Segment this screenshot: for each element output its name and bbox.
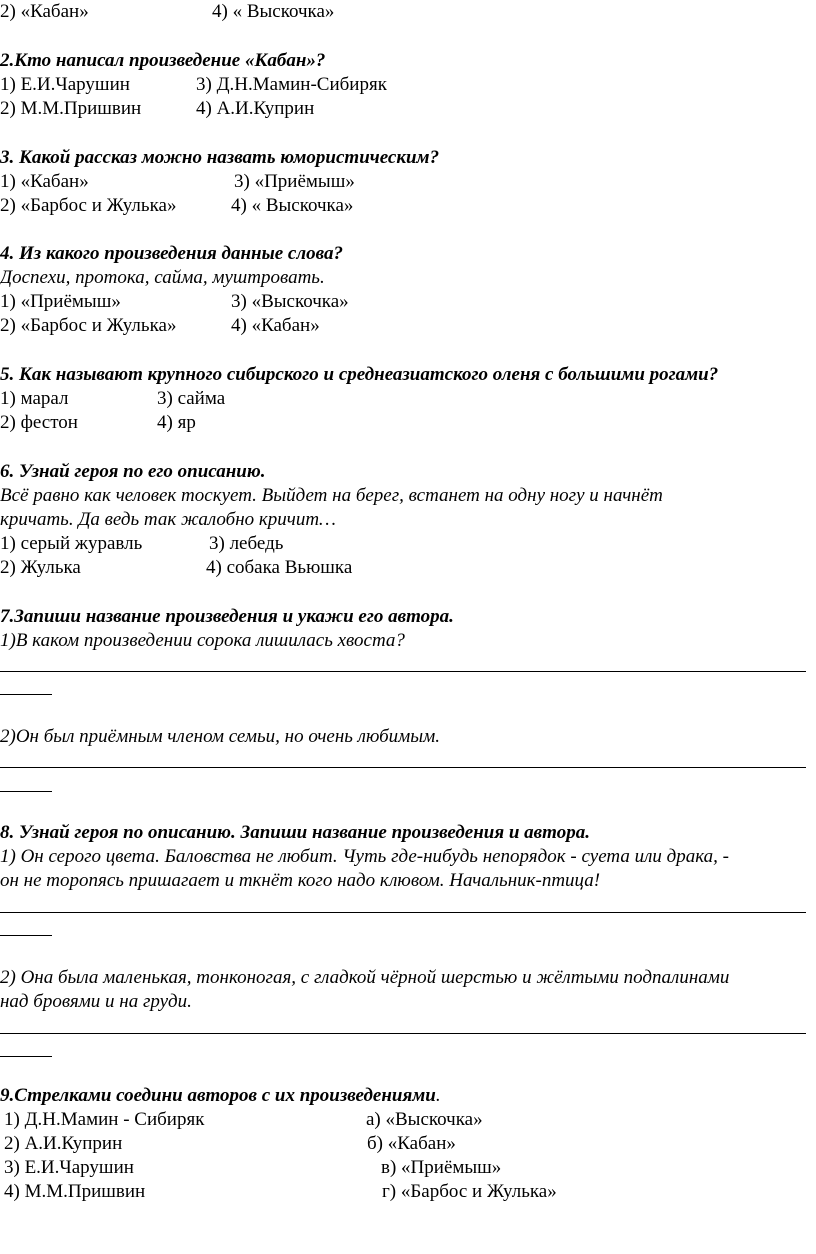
- q2-option-3: 3) Д.Н.Мамин-Сибиряк: [196, 74, 387, 95]
- q7-subquestion-1: 1)В каком произведении сорока лишилась хвоста?: [0, 630, 405, 651]
- q5-title: 5. Как называют крупного сибирского и среднеазиатского оленя с большими рогами?: [0, 364, 719, 385]
- q2-option-4: 4) А.И.Куприн: [196, 98, 315, 119]
- q6-option-1: 1) серый журавль: [0, 533, 143, 554]
- q7-answer-line-1[interactable]: [0, 671, 806, 672]
- q8-subquestion-1-line-2: он не торопясь пришагает и ткнёт кого надо клювом. Начальник-птица!: [0, 870, 601, 891]
- q4-option-1: 1) «Приёмыш»: [0, 291, 121, 312]
- q3-title: 3. Какой рассказ можно назвать юмористическим?: [0, 147, 440, 168]
- q3-option-1: 1) «Кабан»: [0, 171, 89, 192]
- q8-subquestion-1-line-1: 1) Он серого цвета. Баловства не любит. Чуть где-нибудь непорядок - суета или драка, -: [0, 846, 729, 867]
- q4-option-3: 3) «Выскочка»: [231, 291, 349, 312]
- q6-option-4: 4) собака Вьюшка: [206, 557, 353, 578]
- q6-description-line-1: Всё равно как человек тоскует. Выйдет на берег, встанет на одну ногу и начнёт: [0, 485, 663, 506]
- q6-title: 6. Узнай героя по его описанию.: [0, 461, 266, 482]
- q7-answer-line-2-continuation[interactable]: [0, 791, 52, 792]
- q2-option-1: 1) Е.И.Чарушин: [0, 74, 130, 95]
- q2-title: 2.Кто написал произведение «Кабан»?: [0, 50, 326, 71]
- q3-option-4: 4) « Выскочка»: [231, 195, 354, 216]
- q8-subquestion-2-line-1: 2) Она была маленькая, тонконогая, с гладкой чёрной шерстью и жёлтыми подпалинами: [0, 967, 730, 988]
- q8-answer-line-2-continuation[interactable]: [0, 1056, 52, 1057]
- q8-answer-line-2[interactable]: [0, 1033, 806, 1034]
- q4-words: Доспехи, протока, сайма, муштровать.: [0, 267, 325, 288]
- q9-work-a[interactable]: а) «Выскочка»: [366, 1109, 483, 1130]
- q7-answer-line-1-continuation[interactable]: [0, 694, 52, 695]
- q9-title: 9.Стрелками соедини авторов с их произведениями: [0, 1085, 436, 1106]
- q4-option-4: 4) «Кабан»: [231, 315, 320, 336]
- q9-work-d[interactable]: г) «Барбос и Жулька»: [382, 1181, 557, 1202]
- q7-answer-line-2[interactable]: [0, 767, 806, 768]
- q9-author-3[interactable]: 3) Е.И.Чарушин: [4, 1157, 134, 1178]
- q7-title: 7.Запиши название произведения и укажи его автора.: [0, 606, 454, 627]
- q9-title-period: .: [435, 1085, 441, 1106]
- q9-title-row: [0, 1084, 441, 1108]
- q5-option-3: 3) сайма: [157, 388, 226, 409]
- q8-answer-line-1[interactable]: [0, 912, 806, 913]
- q9-work-b[interactable]: б) «Кабан»: [367, 1133, 456, 1154]
- q6-option-2: 2) Жулька: [0, 557, 81, 578]
- q2-option-2: 2) М.М.Пришвин: [0, 98, 142, 119]
- q8-title: 8. Узнай героя по описанию. Запиши название произведения и автора.: [0, 822, 590, 843]
- q8-subquestion-2-line-2: над бровями и на груди.: [0, 991, 192, 1012]
- q3-option-3: 3) «Приёмыш»: [234, 171, 355, 192]
- q6-option-3: 3) лебедь: [209, 533, 284, 554]
- q7-subquestion-2: 2)Он был приёмным членом семьи, но очень любимым.: [0, 726, 441, 747]
- q9-author-1[interactable]: 1) Д.Н.Мамин - Сибиряк: [4, 1109, 205, 1130]
- q9-author-2[interactable]: 2) А.И.Куприн: [4, 1133, 123, 1154]
- q3-option-2: 2) «Барбос и Жулька»: [0, 195, 177, 216]
- q5-option-4: 4) яр: [157, 412, 196, 433]
- q6-description-line-2: кричать. Да ведь так жалобно кричит…: [0, 509, 336, 530]
- q1-option-4: 4) « Выскочка»: [212, 1, 335, 22]
- q5-option-2: 2) фестон: [0, 412, 78, 433]
- q9-work-c[interactable]: в) «Приёмыш»: [381, 1157, 502, 1178]
- q9-author-4[interactable]: 4) М.М.Пришвин: [4, 1181, 146, 1202]
- q8-answer-line-1-continuation[interactable]: [0, 935, 52, 936]
- q4-option-2: 2) «Барбос и Жулька»: [0, 315, 177, 336]
- q4-title: 4. Из какого произведения данные слова?: [0, 243, 343, 264]
- q1-option-2: 2) «Кабан»: [0, 1, 89, 22]
- q5-option-1: 1) марал: [0, 388, 69, 409]
